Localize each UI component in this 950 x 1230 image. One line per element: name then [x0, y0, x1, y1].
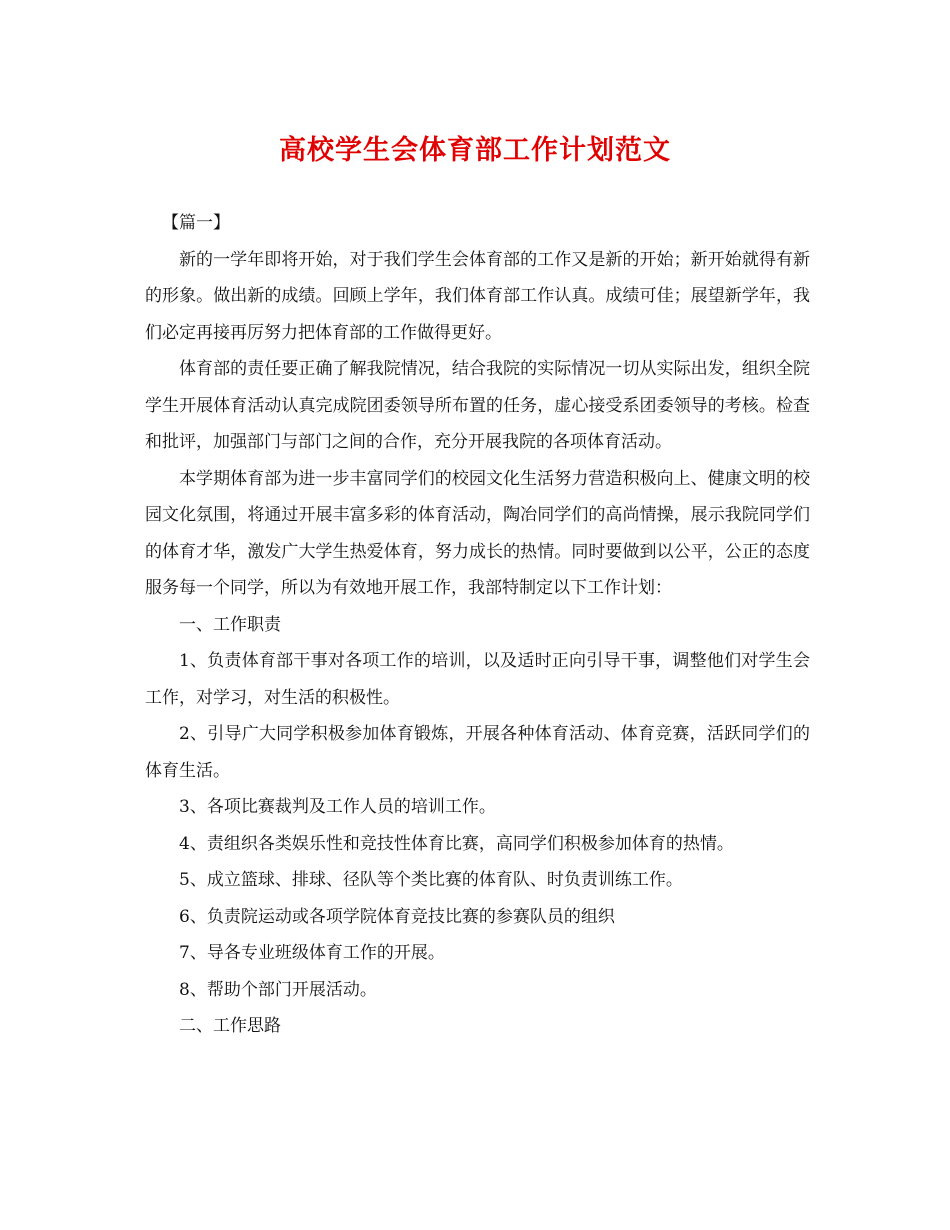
- list-item: 8、帮助个部门开展活动。: [179, 979, 377, 1000]
- paragraph: 本学期体育部为进一步丰富同学们的校园文化生活努力营造积极向上、健康文明的校园文化氛围，将通过开展丰富多彩的体育活动，陶冶同学们的高尚情操，展示我院同学们的体育才华，激发广大学生热爱体育，努力成长的热情。同时要做到以公平，公正的态度服务每一个同学，所以为有效地开展工作，我部特制定以下工作计划：: [145, 468, 810, 598]
- section-heading: 【篇一】: [162, 213, 230, 233]
- list-item: 2、引导广大同学积极参加体育锻炼，开展各种体育活动、体育竞赛，活跃同学们的体育生活。: [145, 724, 810, 781]
- list-heading: 一、工作职责: [179, 614, 281, 635]
- list-item: 3、各项比赛裁判及工作人员的培训工作。: [179, 797, 496, 817]
- document-title: 高校学生会体育部工作计划范文: [279, 135, 671, 166]
- document-body: [145, 205, 810, 1045]
- paragraph: 新的一学年即将开始，对于我们学生会体育部的工作又是新的开始；新开始就得有新的形象。做出新的成绩。回顾上学年，我们体育部工作认真。成绩可佳；展望新学年，我们必定再接再厉努力把体育部的工作做得更好。: [145, 249, 810, 343]
- list-item: 6、负责院运动或各项学院体育竞技比赛的参赛队员的组织: [179, 906, 615, 927]
- list-item: 7、导各专业班级体育工作的开展。: [179, 943, 445, 963]
- list-item: 4、责组织各类娱乐性和竞技性体育比赛，高同学们积极参加体育的热情。: [179, 833, 734, 854]
- list-item: 5、成立篮球、排球、径队等个类比赛的体育队、时负责训练工作。: [179, 870, 683, 890]
- list-item: 1、负责体育部干事对各项工作的培训，以及适时正向引导干事，调整他们对学生会工作，对学习，对生活的积极性。: [145, 651, 810, 708]
- list-heading: 二、工作思路: [179, 1016, 281, 1036]
- paragraph: 体育部的责任要正确了解我院情况，结合我院的实际情况一切从实际出发，组织全院学生开展体育活动认真完成院团委领导所布置的任务，虚心接受系团委领导的考核。检查和批评，加强部门与部门之间的合作，充分开展我院的各项体育活动。: [145, 359, 810, 452]
